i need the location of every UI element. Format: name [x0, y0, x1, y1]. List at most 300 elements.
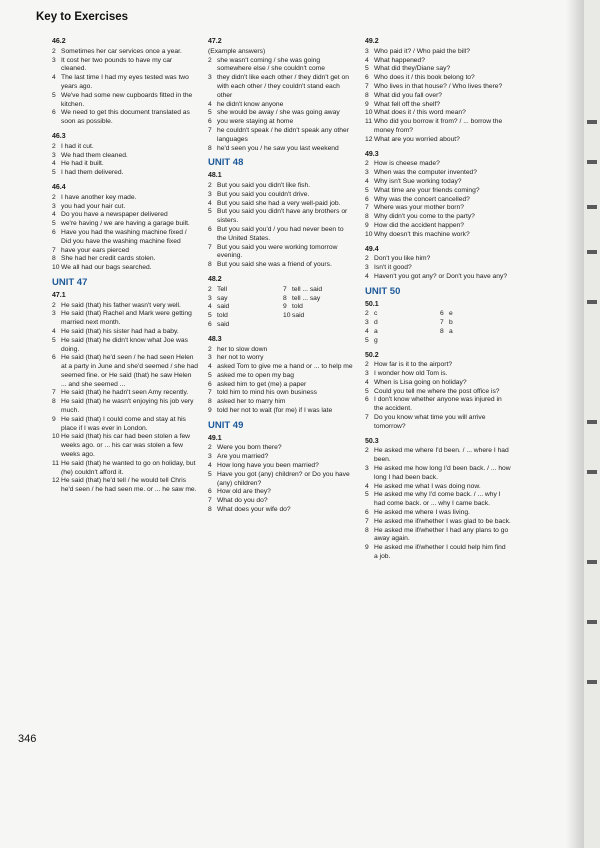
answer-item [52, 143, 198, 152]
answer-list [208, 286, 279, 330]
answer-item [208, 389, 354, 398]
answer-number: 3 [208, 453, 212, 461]
answer-text: He said (that) he'd seen / he had seen Helen at a party in June and she'd seemed / she had seemed fine. or He said (that) he saw Helen ... and she seemed ... [61, 354, 198, 388]
answer-number: 4 [365, 482, 369, 490]
answer-text: Who lives in that house? / Who lives there? [374, 82, 503, 90]
answer-number: 7 [365, 517, 369, 525]
answer-number: 5 [52, 336, 56, 344]
answer-text: He said (that) he didn't know what Joe was doing. [61, 336, 188, 353]
section-heading: 48.3 [208, 335, 222, 343]
answer-text: When was the computer invented? [374, 169, 477, 177]
answer-text: a [374, 327, 378, 335]
answer-number: 6 [52, 109, 56, 117]
answer-number: 6 [440, 310, 444, 318]
answer-text: He asked me if/whether I was glad to be back. [374, 517, 511, 525]
answer-number: 4 [52, 160, 56, 168]
section-50-2 [365, 352, 511, 432]
answer-text: What do you do? [217, 497, 268, 505]
answer-text: Do you know what time you will arrive tomorrow? [374, 414, 486, 430]
answer-number: 6 [365, 74, 369, 82]
answer-text: Why doesn't this machine work? [374, 230, 470, 238]
answer-number: 3 [52, 56, 56, 64]
answer-text: he couldn't speak / he didn't speak any other languages [217, 126, 349, 143]
answer-item [365, 491, 511, 509]
answer-text: told [292, 303, 303, 311]
section-48-3 [208, 336, 354, 416]
answer-text: e [449, 310, 453, 318]
answer-item [208, 182, 354, 191]
answer-item [208, 453, 354, 462]
answer-item [208, 145, 354, 154]
answer-text: asked Tom to give me a hand or ... to help me [217, 363, 353, 371]
answer-text: told him to mind his own business [217, 389, 317, 397]
answer-text: her to slow down [217, 345, 268, 353]
answer-number: 4 [208, 100, 212, 108]
answer-number: 2 [52, 301, 56, 309]
page-title: Key to Exercises [36, 11, 129, 23]
answer-number: 8 [52, 255, 56, 263]
answer-text: she would be away / she was going away [217, 109, 340, 117]
answer-item [365, 414, 511, 432]
answer-number: 5 [365, 336, 369, 344]
answer-number: 3 [365, 319, 369, 327]
answer-number: 7 [52, 246, 56, 254]
section-48-1 [208, 172, 354, 270]
answer-text: you were staying at home [217, 118, 294, 126]
answer-number: 8 [365, 526, 369, 534]
answer-number: 6 [208, 118, 212, 126]
answer-number: 5 [52, 91, 56, 99]
answer-item [52, 160, 198, 169]
answer-text: What did they/Diane say? [374, 65, 451, 73]
answer-number: 2 [365, 255, 369, 263]
answer-item [365, 222, 511, 231]
answer-item [365, 465, 511, 483]
answer-item [52, 57, 198, 75]
answer-text: c [374, 310, 378, 318]
answer-item [365, 396, 511, 414]
answer-text: He said (that) he wanted to go on holiday, but (he) couldn't afford it. [61, 459, 196, 476]
answer-text: I don't know whether anyone was injured in the accident. [374, 396, 502, 413]
answer-number: 7 [365, 414, 369, 422]
answer-item [365, 264, 511, 273]
answer-list [208, 444, 354, 514]
answer-item [365, 65, 511, 74]
answer-item [365, 255, 511, 264]
answer-text: He asked me where I was living. [374, 509, 470, 517]
answer-number: 2 [208, 345, 212, 353]
answer-text: But you said she was a friend of yours. [217, 261, 332, 269]
answer-number: 2 [52, 193, 56, 201]
section-heading: 48.1 [208, 172, 222, 180]
answer-item [365, 92, 511, 101]
answer-item [283, 303, 354, 312]
answer-number: 8 [208, 506, 212, 514]
answer-number: 10 [365, 109, 373, 117]
answer-text: tell ... say [292, 294, 321, 302]
answer-number: 5 [208, 470, 212, 478]
answer-text: We all had our bags searched. [61, 264, 152, 272]
answer-number: 10 [365, 230, 373, 238]
answer-item [208, 109, 354, 118]
section-49-2 [365, 38, 511, 145]
answer-list [365, 160, 511, 239]
answer-number: 9 [208, 407, 212, 415]
answer-item [208, 444, 354, 453]
answer-text: What did you fall over? [374, 91, 443, 99]
answer-text: b [449, 319, 453, 327]
answer-number: 6 [52, 228, 56, 236]
answer-number: 2 [365, 310, 369, 318]
answer-number: 5 [52, 169, 56, 177]
answer-item [365, 169, 511, 178]
answer-item [52, 416, 198, 434]
answer-item [208, 488, 354, 497]
section-49-1 [208, 435, 354, 515]
answer-item [365, 213, 511, 222]
answer-text: said [292, 312, 305, 320]
answer-text: g [374, 336, 378, 344]
section-heading: 46.2 [52, 38, 66, 45]
answer-item [208, 381, 354, 390]
answer-item [440, 310, 511, 319]
answer-text: tell ... said [292, 285, 323, 293]
answer-item [283, 312, 354, 321]
answer-number: 9 [52, 415, 56, 423]
answer-number: 4 [208, 462, 212, 470]
section-46-2 [52, 38, 198, 127]
answer-item [52, 247, 198, 256]
answer-item [52, 337, 198, 355]
answer-item [365, 83, 511, 92]
answer-number: 8 [208, 398, 212, 406]
answer-item [52, 398, 198, 416]
answer-number: 4 [208, 303, 212, 311]
answer-item [52, 109, 198, 127]
answer-text: a [449, 327, 453, 335]
answer-item [208, 462, 354, 471]
answer-text: He asked me what I was doing now. [374, 482, 481, 490]
answer-number: 5 [208, 208, 212, 216]
answer-item [208, 101, 354, 110]
section-heading: 49.2 [365, 38, 379, 45]
answer-text: He said (that) he'd tell / he would tell Chris he'd seen / he had seen me. or ... he saw me. [61, 477, 197, 494]
answer-text: Where was your mother born? [374, 204, 464, 212]
answer-item [365, 231, 511, 240]
answer-number: 10 [283, 312, 291, 320]
answer-item [365, 273, 511, 282]
answer-item [208, 244, 354, 262]
answer-list [52, 302, 198, 496]
section-heading: 50.1 [365, 300, 379, 308]
answer-item [208, 346, 354, 355]
answer-number: 5 [208, 109, 212, 117]
answer-number: 9 [365, 100, 369, 108]
answer-column-1 [52, 38, 198, 501]
answer-number: 5 [208, 312, 212, 320]
answer-item [365, 109, 511, 118]
answer-text: said [217, 320, 230, 328]
section-heading: 49.1 [208, 434, 222, 442]
answer-number: 4 [365, 327, 369, 335]
answer-text: Were you born there? [217, 444, 282, 452]
answer-item [365, 187, 511, 196]
answer-text: Why isn't Sue working today? [374, 177, 462, 185]
answer-list [365, 48, 511, 145]
answer-item [365, 101, 511, 110]
answer-number: 4 [365, 177, 369, 185]
answer-number: 6 [208, 488, 212, 496]
answer-text: He asked me where I'd been. / ... where I had been. [374, 447, 509, 464]
section-heading: 46.4 [52, 183, 66, 191]
section-heading: 48.2 [208, 275, 222, 283]
answer-item [208, 363, 354, 372]
answer-item [365, 328, 436, 337]
answer-number: 5 [365, 491, 369, 499]
section-heading: 50.2 [365, 351, 379, 359]
answer-item [365, 319, 436, 328]
answer-number: 4 [52, 74, 56, 82]
answer-item [208, 208, 354, 226]
answer-number: 6 [365, 509, 369, 517]
answer-item [365, 204, 511, 213]
answer-number: 11 [52, 459, 59, 467]
answer-item [365, 388, 511, 397]
answer-item [52, 460, 198, 478]
answer-text: How is cheese made? [374, 160, 440, 168]
answer-number: 2 [52, 142, 56, 150]
answer-text: How far is it to the airport? [374, 361, 453, 369]
section-47-1 [52, 292, 198, 495]
answer-number: 6 [208, 225, 212, 233]
answer-item [52, 169, 198, 178]
answer-item [208, 471, 354, 489]
answer-item [208, 354, 354, 363]
answer-number: 3 [365, 47, 369, 55]
answer-number: 8 [365, 213, 369, 221]
answer-text: We've had some new cupboards fitted in the kitchen. [61, 91, 193, 108]
section-heading: 49.4 [365, 245, 379, 253]
answer-number: 12 [365, 135, 373, 143]
answer-item [208, 497, 354, 506]
answer-number: 2 [365, 361, 369, 369]
answer-item [208, 286, 279, 295]
answer-number: 7 [365, 82, 369, 90]
answer-number: 2 [365, 447, 369, 455]
answer-item [208, 407, 354, 416]
answer-item [52, 433, 198, 459]
unit-heading: UNIT 50 [365, 285, 401, 297]
answer-text: When is Lisa going on holiday? [374, 378, 467, 386]
answer-list [52, 143, 198, 178]
answer-item [52, 310, 198, 328]
answer-number: 4 [208, 363, 212, 371]
facing-page-edge [584, 0, 600, 848]
answer-number: 5 [365, 65, 369, 73]
answer-item [52, 255, 198, 264]
answer-item [365, 74, 511, 83]
answer-number: 3 [365, 370, 369, 378]
answer-item [52, 152, 198, 161]
answer-number: 8 [365, 91, 369, 99]
answer-item [283, 295, 354, 304]
answer-number: 3 [208, 294, 212, 302]
answer-item [52, 92, 198, 110]
answer-text: He said (that) I could come and stay at his place if I was ever in London. [61, 415, 186, 432]
answer-text: She had her credit cards stolen. [61, 255, 156, 263]
answer-item [365, 160, 511, 169]
answer-text: Have you had the washing machine fixed / Did you have the washing machine fixed [61, 228, 187, 245]
answer-text: Haven't you got any? or Don't you have any? [374, 272, 508, 280]
answer-number: 7 [365, 204, 369, 212]
answer-text: He had it built. [61, 160, 104, 168]
answer-text: But you said you couldn't drive. [217, 190, 310, 198]
answer-text: I had it cut. [61, 142, 94, 150]
answer-number: 3 [208, 190, 212, 198]
section-49-4 [365, 246, 511, 282]
binding-shadow [566, 0, 584, 848]
answer-text: What happened? [374, 56, 425, 64]
answer-text: He asked me why I'd come back. / ... why I had come back. or ... why I came back. [374, 491, 501, 508]
answer-number: 4 [208, 199, 212, 207]
answer-item [365, 518, 511, 527]
answer-text: Who does it / this book belong to? [374, 74, 475, 82]
answer-text: she wasn't coming / she was going somewhere else / she couldn't come [217, 56, 325, 73]
answer-number: 3 [365, 169, 369, 177]
answer-item [365, 544, 511, 562]
section-heading: 50.3 [365, 437, 379, 445]
answer-number: 4 [52, 327, 56, 335]
answer-number: 4 [365, 272, 369, 280]
answer-number: 11 [365, 118, 372, 126]
answer-number: 8 [208, 261, 212, 269]
answer-number: 2 [208, 285, 212, 293]
answer-number: 2 [208, 181, 212, 189]
answer-item [208, 57, 354, 75]
answer-text: But you said you were working tomorrow evening. [217, 243, 338, 260]
answer-item [52, 220, 198, 229]
answer-text: What are you worried about? [374, 135, 460, 143]
answer-number: 2 [208, 444, 212, 452]
answer-item [208, 303, 279, 312]
answer-item [52, 389, 198, 398]
answer-text: What time are your friends coming? [374, 186, 480, 194]
answer-list [208, 182, 354, 270]
answer-text: Do you have a newspaper delivered [61, 211, 168, 219]
answer-item [365, 509, 511, 518]
answer-number: 3 [52, 151, 56, 159]
answer-number: 6 [208, 380, 212, 388]
answer-text: told [217, 312, 228, 320]
answer-list [208, 346, 354, 416]
answer-item [52, 48, 198, 57]
answer-item [208, 127, 354, 145]
section-50-1 [365, 301, 511, 346]
answer-text: He asked me if/whether I could help him find a job. [374, 544, 506, 561]
answer-number: 2 [52, 47, 56, 55]
answer-text: asked her to marry him [217, 398, 286, 406]
answer-number: 6 [365, 195, 369, 203]
answer-item [208, 372, 354, 381]
answer-item [440, 319, 511, 328]
answer-item [208, 74, 354, 100]
answer-item [52, 74, 198, 92]
answer-text: I wonder how old Tom is. [374, 370, 448, 378]
answer-number: 9 [365, 544, 369, 552]
answer-text: He said (that) he wasn't enjoying his job very much. [61, 398, 194, 415]
answer-text: The last time I had my eyes tested was two years ago. [61, 74, 189, 90]
answer-item [52, 264, 198, 273]
answer-text: Who paid it? / Who paid the bill? [374, 47, 470, 55]
answer-text: But you said you didn't like fish. [217, 181, 311, 189]
section-50-3 [365, 438, 511, 562]
answer-text: How long have you been married? [217, 462, 319, 470]
answer-item [365, 57, 511, 66]
answer-item [208, 321, 279, 330]
answer-item [365, 178, 511, 187]
answer-item [52, 477, 198, 495]
answer-text: It cost her two pounds to have my car cleaned. [61, 56, 173, 73]
answer-text: Why didn't you come to the party? [374, 213, 475, 221]
answer-text: d [374, 319, 378, 327]
answer-list [365, 310, 436, 345]
answer-text: I had them delivered. [61, 169, 124, 177]
answer-number: 9 [283, 303, 287, 311]
answer-text: we're having / we are having a garage built. [61, 220, 190, 228]
answer-item [208, 200, 354, 209]
section-note: (Example answers) [208, 47, 266, 55]
answer-text: What does your wife do? [217, 506, 291, 514]
answer-text: Isn't it good? [374, 264, 412, 272]
answer-item [283, 286, 354, 295]
answer-text: her not to worry [217, 354, 264, 362]
answer-list [365, 447, 511, 561]
answer-number: 5 [365, 387, 369, 395]
answer-number: 8 [283, 294, 287, 302]
answer-number: 8 [208, 144, 212, 152]
answer-text: he'd seen you / he saw you last weekend [217, 144, 339, 152]
section-heading: 46.3 [52, 132, 66, 140]
answer-column-3 [365, 38, 511, 568]
answer-text: say [217, 294, 228, 302]
answer-number: 2 [208, 56, 212, 64]
page-number: 346 [18, 733, 37, 745]
answer-text: asked him to get (me) a paper [217, 380, 307, 388]
answer-text: Could you tell me where the post office is? [374, 387, 500, 395]
answer-item [365, 196, 511, 205]
answer-column-2 [208, 38, 354, 521]
answer-number: 10 [52, 433, 60, 441]
answer-list [365, 361, 511, 431]
answer-item [208, 506, 354, 515]
answer-text: He asked me how long I'd been back. / ... how long I had been back. [374, 465, 511, 481]
answer-number: 12 [52, 477, 60, 485]
answer-number: 6 [52, 354, 56, 362]
answer-text: Are you married? [217, 453, 269, 461]
answer-item [208, 191, 354, 200]
answer-item [365, 370, 511, 379]
answer-number: 7 [440, 319, 444, 327]
answer-number: 7 [283, 285, 287, 293]
answer-number: 6 [365, 396, 369, 404]
answer-item [208, 226, 354, 244]
answer-text: told her not to wait (for me) if I was late [217, 407, 333, 415]
answer-number: 3 [208, 74, 212, 82]
answer-text: Don't you like him? [374, 255, 431, 263]
answer-number: 5 [365, 186, 369, 194]
answer-text: He said (that) his sister had had a baby. [61, 327, 179, 335]
answer-number: 4 [365, 378, 369, 386]
